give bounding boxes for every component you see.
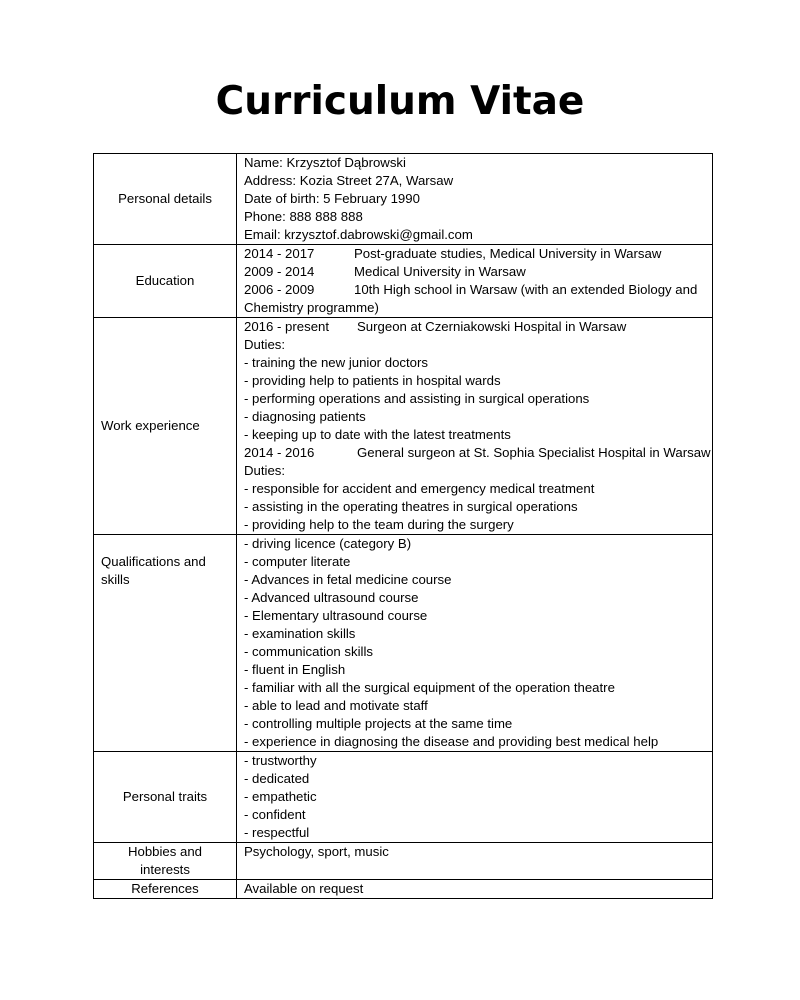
row-education <box>94 245 713 318</box>
skill-item: - Advanced ultrasound course <box>244 590 419 605</box>
label-hobbies-line1: Hobbies and <box>127 844 203 859</box>
job-years: 2014 - 2016 <box>244 445 315 460</box>
job-header <box>244 444 712 462</box>
skill-item: - fluent in English <box>244 662 346 677</box>
content-personal-details <box>237 154 713 245</box>
trait-item: - confident <box>244 807 306 822</box>
education-years: 2009 - 2014 <box>244 264 315 279</box>
duty-item: - performing operations and assisting in surgical operations <box>244 391 590 406</box>
dob-line: Date of birth: 5 February 1990 <box>244 191 420 206</box>
row-qualifications <box>94 535 713 752</box>
trait-item: - empathetic <box>244 789 317 804</box>
content-qualifications <box>237 535 713 752</box>
education-years: 2014 - 2017 <box>244 246 315 261</box>
row-references <box>94 880 713 899</box>
duty-item: - training the new junior doctors <box>244 355 428 370</box>
job-years: 2016 - present <box>244 319 330 334</box>
skill-item: - Elementary ultrasound course <box>244 608 428 623</box>
education-entry <box>244 263 712 281</box>
label-personal-details: Personal details <box>94 154 237 245</box>
education-text: Post-graduate studies, Medical University in Warsaw <box>354 246 662 261</box>
education-text: 10th High school in Warsaw (with an extended Biology and <box>354 282 698 297</box>
content-education <box>237 245 713 318</box>
job-header <box>244 318 712 336</box>
label-personal-traits: Personal traits <box>94 752 237 843</box>
name-line: Name: Krzysztof Dąbrowski <box>244 155 406 170</box>
duties-label: Duties: <box>244 337 286 352</box>
skill-item: - familiar with all the surgical equipment of the operation theatre <box>244 680 615 695</box>
duties-label: Duties: <box>244 463 286 478</box>
trait-item: - trustworthy <box>244 753 317 768</box>
phone-line: Phone: 888 888 888 <box>244 209 363 224</box>
education-years: 2006 - 2009 <box>244 282 315 297</box>
education-entry <box>244 281 712 299</box>
label-qualifications-text <box>101 535 230 589</box>
skill-item: - Advances in fetal medicine course <box>244 572 452 587</box>
skill-item: - able to lead and motivate staff <box>244 698 428 713</box>
row-personal-traits <box>94 752 713 843</box>
row-hobbies <box>94 843 713 880</box>
cv-table <box>93 153 713 899</box>
skill-item: - driving licence (category B) <box>244 536 412 551</box>
education-text: Medical University in Warsaw <box>354 264 526 279</box>
duty-item: - providing help to patients in hospital wards <box>244 373 501 388</box>
label-education: Education <box>94 245 237 318</box>
job-title: General surgeon at St. Sophia Specialist Hospital in Warsaw <box>357 445 711 460</box>
hobbies-text: Psychology, sport, music <box>244 844 389 859</box>
label-hobbies <box>94 843 237 880</box>
label-qualifications-line1: Qualifications and <box>101 554 206 569</box>
label-qualifications-line2: skills <box>101 572 130 587</box>
content-hobbies <box>237 843 713 880</box>
label-qualifications <box>94 535 237 752</box>
label-hobbies-line2: interests <box>140 862 190 877</box>
education-entry <box>244 245 712 263</box>
duty-item: - responsible for accident and emergency medical treatment <box>244 481 595 496</box>
trait-item: - dedicated <box>244 771 310 786</box>
duty-item: - assisting in the operating theatres in surgical operations <box>244 499 578 514</box>
skill-item: - computer literate <box>244 554 351 569</box>
label-work-experience: Work experience <box>94 318 237 535</box>
skill-item: - examination skills <box>244 626 356 641</box>
address-line: Address: Kozia Street 27A, Warsaw <box>244 173 454 188</box>
duty-item: - providing help to the team during the surgery <box>244 517 514 532</box>
label-references: References <box>94 880 237 899</box>
trait-item: - respectful <box>244 825 310 840</box>
row-personal-details <box>94 154 713 245</box>
duty-item: - diagnosing patients <box>244 409 366 424</box>
row-work-experience <box>94 318 713 535</box>
content-references <box>237 880 713 899</box>
references-text: Available on request <box>244 881 364 896</box>
skill-item: - controlling multiple projects at the same time <box>244 716 513 731</box>
content-work-experience <box>237 318 713 535</box>
email-line: Email: krzysztof.dabrowski@gmail.com <box>244 227 473 242</box>
job-title: Surgeon at Czerniakowski Hospital in Warsaw <box>357 319 627 334</box>
skill-item: - communication skills <box>244 644 373 659</box>
skill-item: - experience in diagnosing the disease and providing best medical help <box>244 734 659 749</box>
education-continuation: Chemistry programme) <box>244 300 379 315</box>
duty-item: - keeping up to date with the latest treatments <box>244 427 511 442</box>
content-personal-traits <box>237 752 713 843</box>
page-title: Curriculum Vitae <box>215 79 585 124</box>
